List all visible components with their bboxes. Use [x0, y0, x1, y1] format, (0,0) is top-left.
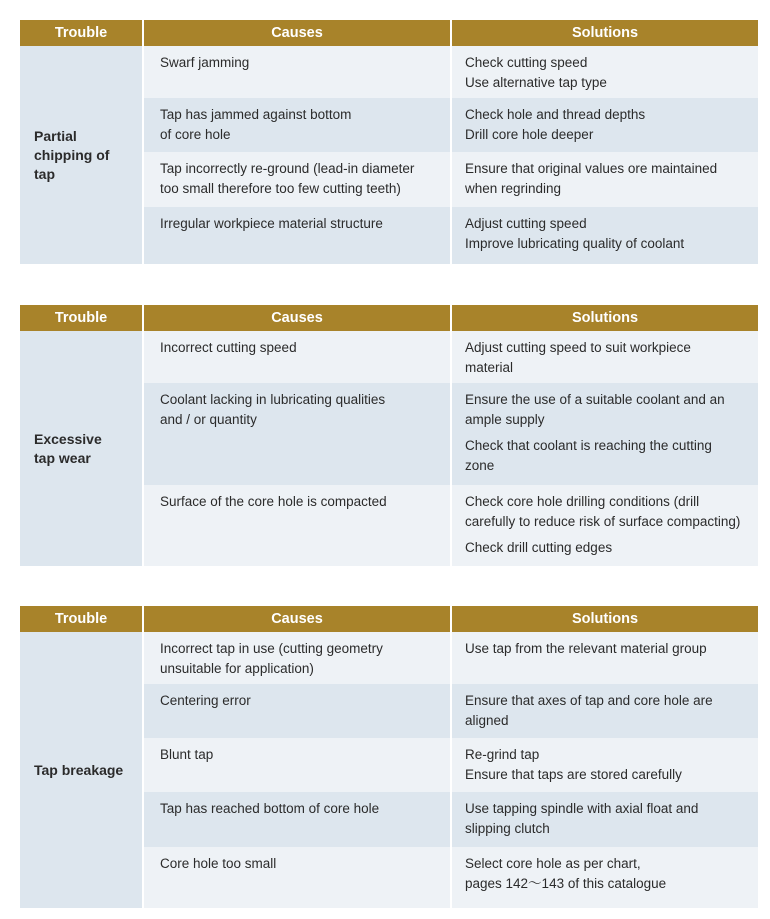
cause-cell: Tap has reached bottom of core hole [144, 792, 450, 847]
header-causes: Causes [144, 20, 450, 46]
cause-cell: Incorrect tap in use (cutting geometry unsuitable for application) [144, 632, 450, 684]
trouble-label: Excessive tap wear [20, 331, 142, 566]
header-trouble: Trouble [20, 606, 142, 632]
trouble-label: Tap breakage [20, 632, 142, 908]
trouble-label: Partial chipping of tap [20, 46, 142, 264]
solution-cell: Check hole and thread depths Drill core hole deeper [452, 98, 758, 152]
solution-cell: Check cutting speed Use alternative tap type [452, 46, 758, 98]
cause-cell: Blunt tap [144, 738, 450, 792]
solution-cell: Use tapping spindle with axial float and slipping clutch [452, 792, 758, 847]
solution-cell: Check core hole drilling conditions (drill carefully to reduce risk of surface compacting) Check drill cutting edges [452, 485, 758, 566]
solution-cell: Ensure that original values ore maintained when regrinding [452, 152, 758, 207]
solution-cell: Re-grind tap Ensure that taps are stored carefully [452, 738, 758, 792]
troubleshooting-table-partial-chipping [20, 20, 754, 264]
header-solutions: Solutions [452, 305, 758, 331]
solution-cell: Ensure that axes of tap and core hole are aligned [452, 684, 758, 738]
header-trouble: Trouble [20, 305, 142, 331]
cause-cell: Incorrect cutting speed [144, 331, 450, 383]
solution-cell: Select core hole as per chart, pages 142～143 of this catalogue [452, 847, 758, 908]
troubleshooting-table-excessive-wear [20, 305, 754, 566]
header-causes: Causes [144, 305, 450, 331]
cause-cell: Centering error [144, 684, 450, 738]
header-trouble: Trouble [20, 20, 142, 46]
cause-cell: Tap incorrectly re-ground (lead-in diameter too small therefore too few cutting teeth) [144, 152, 450, 207]
header-solutions: Solutions [452, 606, 758, 632]
solution-cell: Adjust cutting speed to suit workpiece material [452, 331, 758, 383]
solution-cell: Ensure the use of a suitable coolant and an ample supply Check that coolant is reaching the cutting zone [452, 383, 758, 485]
header-causes: Causes [144, 606, 450, 632]
cause-cell: Swarf jamming [144, 46, 450, 98]
solution-cell: Use tap from the relevant material group [452, 632, 758, 684]
cause-cell: Core hole too small [144, 847, 450, 908]
cause-cell: Surface of the core hole is compacted [144, 485, 450, 566]
cause-cell: Coolant lacking in lubricating qualities and / or quantity [144, 383, 450, 485]
cause-cell: Tap has jammed against bottom of core hole [144, 98, 450, 152]
troubleshooting-table-tap-breakage [20, 606, 754, 908]
header-solutions: Solutions [452, 20, 758, 46]
cause-cell: Irregular workpiece material structure [144, 207, 450, 264]
solution-cell: Adjust cutting speed Improve lubricating quality of coolant [452, 207, 758, 264]
